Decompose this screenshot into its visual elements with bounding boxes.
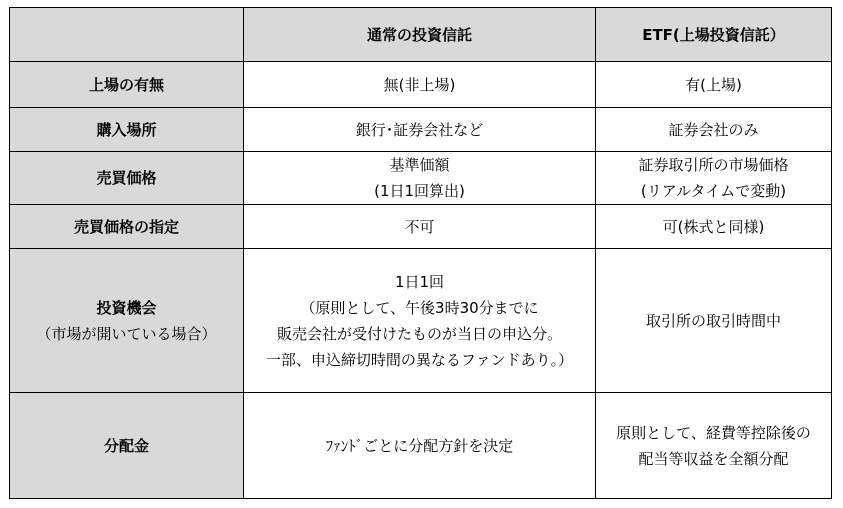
standard-fund-cell <box>244 152 596 205</box>
cell-text: 1日1回 <box>394 272 445 291</box>
comparison-table <box>9 7 832 499</box>
row-label: 分配金 <box>10 393 244 499</box>
cell-text: 配当等収益を全額分配 <box>638 449 789 468</box>
cell-text: 銀行･証券会社など <box>355 120 484 139</box>
cell-text: 取引所の取引時間中 <box>645 311 781 330</box>
table-row <box>10 393 832 499</box>
row-label: 上場の有無 <box>10 62 244 108</box>
cell-text: 販売会社が受付けたものが当日の申込分。 <box>276 324 562 343</box>
cell-text: （原則として、午後3時30分までに <box>300 298 539 317</box>
table-row <box>10 108 832 152</box>
table-row <box>10 62 832 108</box>
row-label-sub: （市場が開いている場合） <box>36 324 217 343</box>
header-corner-cell <box>10 8 244 62</box>
cell-text: (リアルタイムで変動) <box>640 182 787 200</box>
etf-cell <box>596 205 832 249</box>
row-label <box>10 249 244 393</box>
etf-cell <box>596 108 832 152</box>
standard-fund-cell <box>244 393 596 499</box>
row-label: 売買価格 <box>10 152 244 205</box>
cell-text: 無(非上場) <box>383 75 456 94</box>
etf-cell <box>596 249 832 393</box>
cell-text: 原則として、経費等控除後の <box>616 423 811 442</box>
etf-cell <box>596 152 832 205</box>
table-header-row <box>10 8 832 62</box>
cell-text: 有(上場) <box>685 75 742 94</box>
cell-text: 証券会社のみ <box>668 120 759 139</box>
cell-text: 証券取引所の市場価格 <box>638 156 789 174</box>
cell-text: (1日1回算出) <box>374 182 465 200</box>
standard-fund-cell <box>244 249 596 393</box>
cell-text: ﾌｧﾝﾄﾞごとに分配方針を決定 <box>325 436 514 455</box>
row-label-main: 投資機会 <box>96 298 157 317</box>
etf-cell <box>596 393 832 499</box>
cell-text: 可(株式と同様) <box>662 217 765 236</box>
table-row <box>10 152 832 205</box>
header-etf: ETF(上場投資信託） <box>596 8 832 62</box>
row-label: 売買価格の指定 <box>10 205 244 249</box>
row-label: 購入場所 <box>10 108 244 152</box>
table-row <box>10 205 832 249</box>
cell-text: 基準価額 <box>389 156 450 174</box>
standard-fund-cell <box>244 62 596 108</box>
header-standard-fund: 通常の投資信託 <box>244 8 596 62</box>
etf-cell <box>596 62 832 108</box>
standard-fund-cell <box>244 108 596 152</box>
table-row <box>10 249 832 393</box>
cell-text: 一部、申込締切時間の異なるファンドあり。） <box>265 350 574 369</box>
cell-text: 不可 <box>404 217 435 236</box>
standard-fund-cell <box>244 205 596 249</box>
